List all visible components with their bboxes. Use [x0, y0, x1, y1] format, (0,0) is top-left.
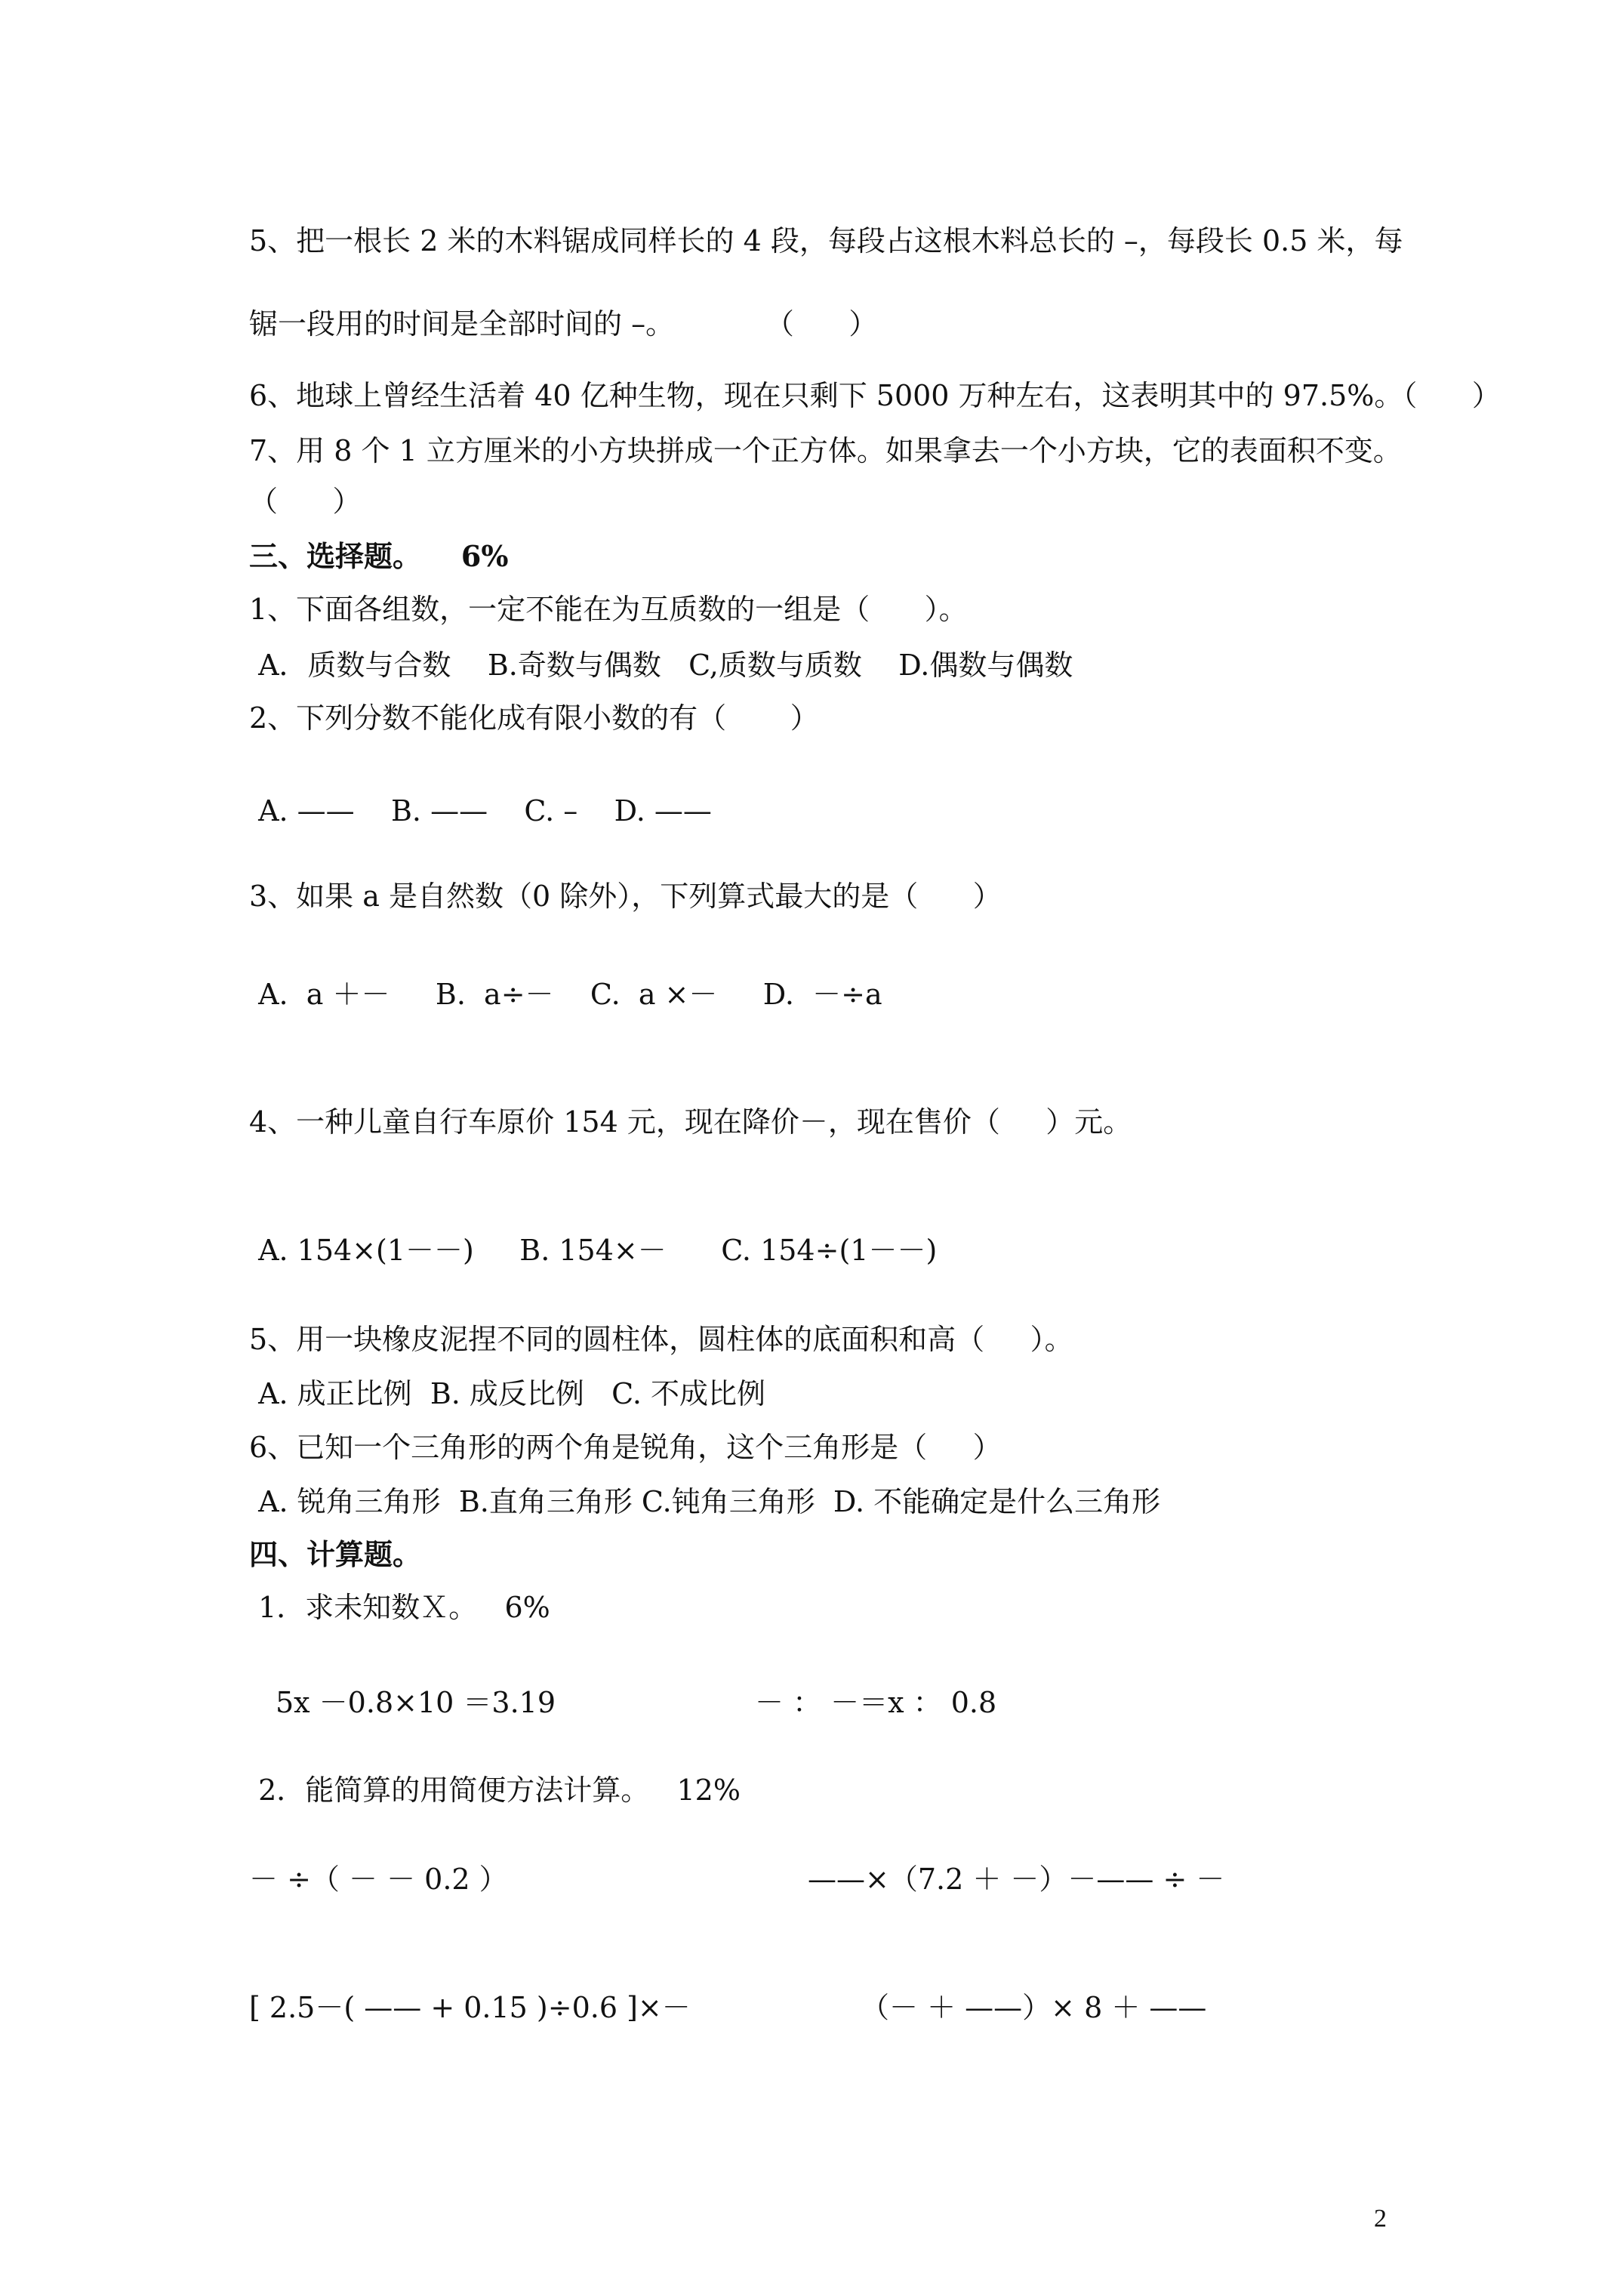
question-5: 5、把一根长 2 米的木料锯成同样长的 4 段，每段占这根木料总长的 –，每段长 0.5 米，每: [249, 224, 1403, 257]
equation-2: － ： －＝x ： 0.8: [755, 1686, 997, 1719]
choice-question-1-options: A．质数与合数 B.奇数与偶数 C,质数与质数 D.偶数与偶数: [249, 649, 1073, 682]
question-6: 6、地球上曾经生活着 40 亿种生物，现在只剩下 5000 万种左右，这表明其中的 97.5%。（ ）: [249, 379, 1501, 412]
calc-subheading-2: 2．能简算的用简便方法计算。 12%: [249, 1774, 741, 1807]
expression-1: － ÷（ － － 0.2 ）: [249, 1863, 508, 1896]
section-heading-calculation: 四、计算题。: [249, 1537, 422, 1571]
calc-subheading-1: 1．求未知数Ｘ。 6%: [249, 1591, 550, 1624]
expression-4: （－ ＋ ——）× 8 ＋ ——: [861, 1991, 1207, 2024]
choice-question-3: 3、如果 a 是自然数（0 除外），下列算式最大的是（ ）: [249, 880, 1002, 913]
choice-question-6: 6、已知一个三角形的两个角是锐角，这个三角形是（ ）: [249, 1431, 1002, 1464]
question-5-continued: 锯一段用的时间是全部时间的 –。 （ ）: [249, 307, 878, 341]
equation-1: 5x －0.8×10 ＝3.19: [276, 1686, 556, 1719]
section-heading-choice: 三、选择题。 6%: [249, 539, 509, 573]
choice-question-2: 2、下列分数不能化成有限小数的有（ ）: [249, 701, 819, 735]
choice-question-4-options: A. 154×(1－－) B. 154×－ C. 154÷(1－－): [249, 1234, 938, 1267]
choice-question-1: 1、下面各组数，一定不能在为互质数的一组是（ ）。: [249, 593, 968, 626]
question-7-continued: （ ）: [249, 485, 362, 518]
choice-question-3-options: A. a ＋－ B. a÷－ C. a ×－ D. －÷a: [249, 978, 882, 1011]
choice-question-4: 4、一种儿童自行车原价 154 元，现在降价－，现在售价（ ）元。: [249, 1105, 1132, 1139]
choice-question-5: 5、用一块橡皮泥捏不同的圆柱体，圆柱体的底面积和高（ ）。: [249, 1323, 1073, 1356]
choice-question-2-options: A. —— B. —— C. – D. ——: [249, 794, 712, 827]
page-number: 2: [1374, 2205, 1387, 2233]
expression-2: ——×（7.2 ＋ －）－—— ÷ －: [808, 1863, 1225, 1896]
question-7: 7、用 8 个 1 立方厘米的小方块拼成一个正方体。如果拿去一个小方块，它的表面积不变。: [249, 434, 1402, 467]
choice-question-6-options: A. 锐角三角形 B.直角三角形 C.钝角三角形 D. 不能确定是什么三角形: [249, 1485, 1161, 1518]
choice-question-5-options: A. 成正比例 B. 成反比例 C. 不成比例: [249, 1377, 766, 1410]
expression-3: [ 2.5－( —— + 0.15 )÷0.6 ]×－: [249, 1991, 691, 2024]
